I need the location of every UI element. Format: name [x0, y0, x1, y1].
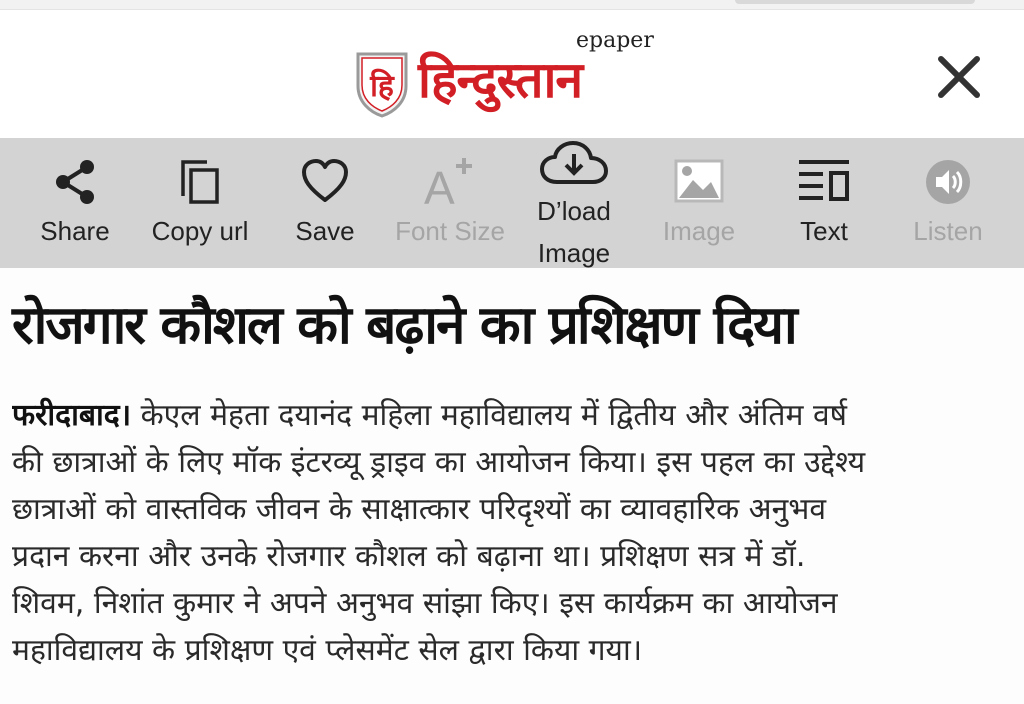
status-pill: [735, 0, 975, 4]
copy-url-label: Copy url: [151, 216, 249, 246]
article-clipping: [0, 268, 1024, 704]
listen-label: Listen: [913, 216, 983, 246]
save-label: Save: [295, 216, 355, 246]
share-button[interactable]: [20, 138, 130, 268]
copy-icon: [177, 158, 223, 206]
heart-icon: [301, 158, 349, 204]
font-size-icon: [424, 154, 476, 208]
logo-shield-icon: [354, 50, 410, 118]
share-icon: [53, 158, 97, 206]
svg-text:A: A: [424, 162, 455, 208]
font-size-label: Font Size: [395, 216, 505, 246]
article-line: महाविद्यालय के प्रशिक्षण एवं प्लेसमेंट सेल द्वारा किया गया।: [12, 633, 643, 668]
article-dateline: फरीदाबाद।: [12, 398, 132, 433]
share-label: Share: [40, 216, 110, 246]
image-button[interactable]: [648, 138, 750, 268]
close-button[interactable]: [930, 48, 988, 106]
article-headline: रोजगार कौशल को बढ़ाने का प्रशिक्षण दिया: [12, 295, 796, 356]
speaker-icon: [924, 158, 972, 206]
brand-name: हिन्दुस्तान: [418, 51, 583, 109]
browser-top-strip: [0, 0, 1024, 10]
app-header: [0, 10, 1024, 138]
download-image-button[interactable]: [522, 138, 626, 268]
cloud-download-icon: [539, 140, 609, 186]
article-line-text: केएल मेहता दयानंद महिला महाविद्यालय में द्वितीय और अंतिम वर्ष: [131, 398, 848, 433]
text-icon: [797, 158, 851, 204]
article-line: शिवम, निशांत कुमार ने अपने अनुभव सांझा किए। इस कार्यक्रम का आयोजन: [12, 586, 838, 621]
article-body: [12, 392, 1012, 674]
epaper-label: epaper: [576, 28, 654, 53]
article-line: की छात्राओं के लिए मॉक इंटरव्यू ड्राइव का आयोजन किया। इस पहल का उद्देश्य: [12, 445, 866, 480]
article-toolbar: [0, 138, 1024, 268]
save-button[interactable]: [276, 138, 374, 268]
text-button[interactable]: [780, 138, 868, 268]
close-icon: [930, 48, 988, 106]
listen-button[interactable]: [900, 138, 996, 268]
font-size-button[interactable]: [386, 138, 514, 268]
logo-mark-text: हि: [370, 69, 394, 104]
image-label: Image: [662, 216, 736, 246]
copy-url-button[interactable]: [140, 138, 260, 268]
article-line: प्रदान करना और उनके रोजगार कौशल को बढ़ाना था। प्रशिक्षण सत्र में डॉ.: [12, 539, 806, 574]
article-line: छात्राओं को वास्तविक जीवन के साक्षात्कार परिदृश्यों का व्यावहारिक अनुभव: [12, 492, 827, 527]
text-label: Text: [800, 216, 848, 246]
hindustan-logo: [352, 28, 672, 128]
download-label-line2: Image: [537, 238, 611, 268]
article-line: [12, 392, 1012, 439]
image-icon: [673, 158, 725, 204]
download-label-line1: D’load: [537, 196, 611, 226]
